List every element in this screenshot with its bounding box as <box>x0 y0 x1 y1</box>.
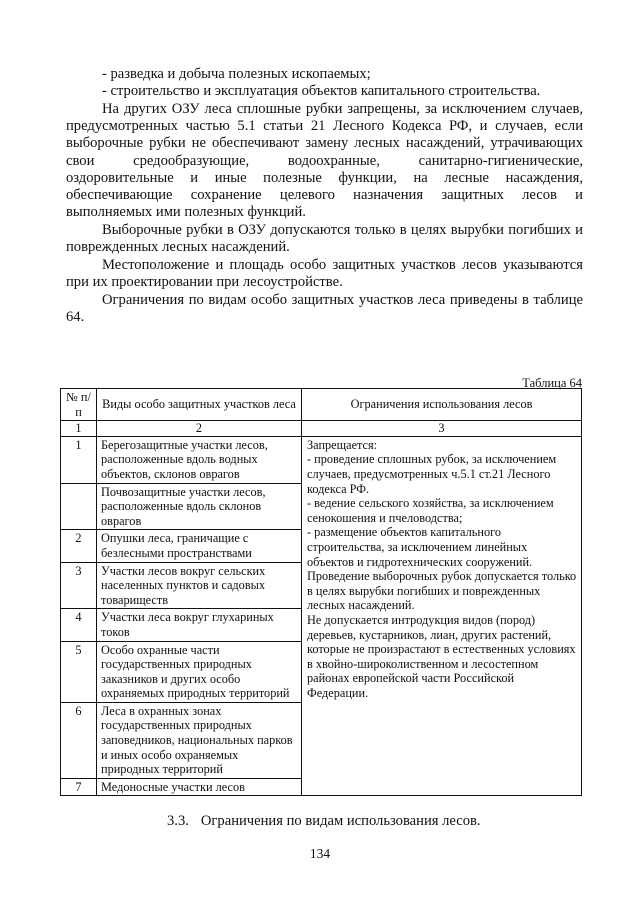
page-number: 134 <box>309 846 331 861</box>
col-number: 2 <box>97 421 302 437</box>
section-title: Ограничения по видам использования лесов. <box>200 813 481 829</box>
bullet-exploration: - разведка и добыча полезных ископаемых; <box>102 66 371 82</box>
col-number: 3 <box>302 421 582 437</box>
row-num: 6 <box>61 702 97 778</box>
row-kind: Особо охранные части государственных природных заказников и других особо охраняемых природных территорий <box>97 641 302 702</box>
row-kind: Медоносные участки лесов <box>97 778 302 796</box>
limits-line: - ведение сельского хозяйства, за исключением сенокошения и пчеловодства; <box>307 496 554 525</box>
row-kind: Участки лесов вокруг сельских населенных пунктов и садовых товариществ <box>97 562 302 609</box>
row-num: 3 <box>61 562 97 609</box>
table-caption: Таблица 64 <box>522 376 582 390</box>
row-kind: Участки леса вокруг глухариных токов <box>97 609 302 641</box>
limits-line: Запрещается: <box>307 437 378 452</box>
column-number-row <box>61 421 582 437</box>
limits-line: Не допускается интродукция видов (пород) деревьев, кустарников, лиан, других растений, которые не произрастают в естественных условиях в хвойно-широколиственном и лесостепном районах европейской части Российской Федерации. <box>307 612 576 700</box>
section-heading <box>167 813 481 830</box>
row-num: 2 <box>61 530 97 562</box>
row-num: 1 <box>61 436 97 483</box>
section-number: 3.3. <box>167 813 189 829</box>
limits-line: Проведение выборочных рубок допускается только в целях вырубки погибших и поврежденных лесных насаждений. <box>307 569 577 613</box>
restrictions-table <box>60 388 582 796</box>
row-kind: Леса в охранных зонах государственных природных заповедников, национальных парков и иных особо охраняемых природных территорий <box>97 702 302 778</box>
table-header-row <box>61 389 582 421</box>
row-kind: Берегозащитные участки лесов, расположенные вдоль водных объектов, склонов оврагов <box>97 436 302 483</box>
col-number: 1 <box>61 421 97 437</box>
table-row <box>61 436 582 483</box>
header-kind: Виды особо защитных участков леса <box>97 389 302 421</box>
row-num: 4 <box>61 609 97 641</box>
header-limits: Ограничения использования лесов <box>302 389 582 421</box>
row-kind: Почвозащитные участки лесов, расположенные вдоль склонов оврагов <box>97 483 302 530</box>
paragraph-selective-cutting: Выборочные рубки в ОЗУ допускаются только в целях вырубки погибших и поврежденных лесных насаждений. <box>66 222 583 256</box>
limits-line: - проведение сплошных рубок, за исключением случаев, предусмотренных ч.5.1 ст.21 Лесного кодекса РФ. <box>307 452 557 496</box>
limits-line: - размещение объектов капитального строительства, за исключением линейных объектов и гидротехнических сооружений. <box>307 525 533 569</box>
header-num: № п/п <box>61 389 97 421</box>
row-kind: Опушки леса, граничащие с безлесными пространствами <box>97 530 302 562</box>
paragraph-location: Местоположение и площадь особо защитных участков лесов указываются при их проектировании при лесоустройстве. <box>66 257 583 291</box>
paragraph-clear-cutting: На других ОЗУ леса сплошные рубки запрещены, за исключением случаев, предусмотренных частью 5.1 статьи 21 Лесного Кодекса РФ, и случаев, если выборочные рубки не обеспечивают замену лесных насаждений, утрачивающих свои средообразующие, водоохранные, санитарно-гигиенические, оздоровительные и иные полезные функции, на лесные насаждения, обеспечивающие сохранение целевого назначения защитных лесов и выполняемых ими полезных функций. <box>66 101 583 221</box>
paragraph-table-ref: Ограничения по видам особо защитных участков леса приведены в таблице 64. <box>66 292 583 326</box>
bullet-construction: - строительство и эксплуатация объектов капитального строительства. <box>102 83 541 99</box>
row-num: 7 <box>61 778 97 796</box>
row-num: 5 <box>61 641 97 702</box>
limits-cell <box>302 436 582 796</box>
row-num <box>61 483 97 530</box>
